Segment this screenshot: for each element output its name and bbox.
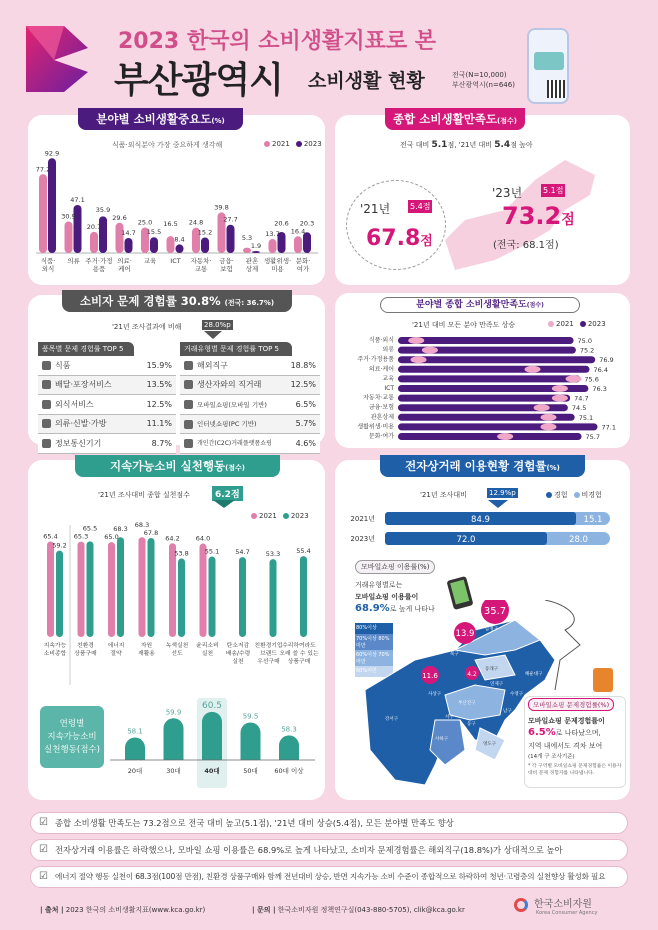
- category-label: 탄소저감 배송/수령 실천: [225, 643, 251, 665]
- summary-item: ☑ 전자상거래 이용률은 하락했으나, 모바일 쇼핑 이용률은 68.9%로 높게 나타났고, 소비자 문제경험률은 해외직구(18.8%)가 상대적으로 높아: [30, 839, 628, 861]
- data-label: 77.2: [35, 165, 51, 174]
- table-header: 거래유형별 문제 경험률 TOP 5: [180, 342, 292, 356]
- data-label: 64.0: [195, 534, 211, 543]
- mobile-usage-tag: 모바일쇼핑 이용률(%): [355, 560, 435, 574]
- data-label: 14.7: [121, 229, 136, 238]
- bar-2023: [201, 237, 209, 253]
- mobile-problem-text-1: 모바일쇼핑 문제경험률이: [528, 717, 605, 725]
- handshake-icon: [184, 380, 193, 389]
- category-label: 50대: [243, 767, 258, 775]
- data-label: 60.5: [201, 700, 223, 711]
- footer-source: | 출처 | 2023 한국의 소비생활지표(www.kca.go.kr): [40, 906, 206, 914]
- category-label: 주거·가정 용품: [85, 257, 113, 273]
- map-pin-geumjeong: [481, 600, 509, 624]
- importance-chart: [28, 150, 325, 285]
- marker-2021: [552, 385, 568, 392]
- bar-2023: [398, 356, 595, 363]
- category-label: 40대: [204, 767, 220, 775]
- data-label: 75.7: [585, 433, 601, 441]
- category-label: 문화·여가: [368, 433, 394, 440]
- data-label: 16.4: [290, 227, 306, 236]
- ecommerce-note: '21년 조사대비: [420, 491, 467, 499]
- arrow-down-icon: [213, 500, 235, 508]
- data-label: 77.1: [601, 423, 616, 432]
- data-label: 68.3: [113, 525, 128, 534]
- data-label: 53.8: [174, 549, 189, 558]
- mobile-problem-tag: 모바일쇼핑 문제경험률(%): [528, 698, 614, 711]
- category-label: 생활위생· 미용: [263, 257, 292, 273]
- y21-label: '21년: [360, 202, 391, 216]
- bar-2023: [227, 225, 235, 253]
- category-label: 자원 재활용: [138, 643, 155, 657]
- phone-icon: [42, 439, 51, 448]
- data-label: 65.4: [43, 532, 58, 541]
- district-label: 북구: [450, 652, 459, 657]
- arrow-down-icon: [204, 331, 222, 339]
- category-label: 30대: [166, 767, 181, 775]
- data-label: 53.3: [265, 550, 281, 559]
- data-label: 20.6: [274, 219, 289, 228]
- district-label: 해운대구: [525, 672, 543, 677]
- mobile-problem-text-2: 6.5%로 나타났으며,: [528, 727, 601, 738]
- data-label: 76.9: [599, 356, 614, 365]
- data-label: 59.2: [52, 541, 67, 550]
- overall-note: 전국 대비 5.1점, '21년 대비 5.4점 높아: [400, 140, 533, 150]
- globe-icon: [184, 361, 193, 370]
- bar-2021: [39, 174, 47, 253]
- mobile-text-1: 거래유형별로는: [355, 581, 403, 589]
- category-label: 친환경 상품구매: [74, 643, 97, 657]
- importance-note: 식품·외식분야 가장 중요하게 생각해: [112, 141, 223, 149]
- data-label: 8.4: [174, 235, 185, 244]
- problem-note: '21년 조사결과에 비해: [112, 323, 182, 331]
- category-label: 자동차· 교통: [190, 257, 212, 273]
- district-label: 동래구: [485, 667, 499, 672]
- header-subtitle: 2023 한국의 소비생활지표로 본: [118, 29, 436, 54]
- bar-2023: [303, 232, 311, 253]
- district-label: 연제구: [490, 682, 504, 687]
- marker-2021: [411, 356, 427, 363]
- data-label: 16.5: [163, 220, 178, 229]
- sustain-title: 지속가능소비 실천행동(점수): [75, 455, 280, 477]
- table-row: 모바일쇼핑(모바일 기반) 6.5%: [180, 395, 320, 415]
- data-label: 59.5: [242, 712, 259, 721]
- table-row: 외식서비스 12.5%: [38, 395, 176, 415]
- category-label: 에너지 절약: [107, 643, 125, 657]
- bar-2023: [176, 244, 184, 253]
- category-label: 녹색실천 선도: [165, 643, 189, 657]
- table-row: 인터넷쇼핑(PC 기반) 5.7%: [180, 415, 320, 435]
- marker-2021: [540, 423, 556, 430]
- data-label: 59.9: [165, 708, 182, 717]
- category-label: 관혼 상제: [245, 257, 259, 273]
- map-legend-item: 70%이상 80%미만: [355, 634, 393, 650]
- importance-legend: 2021 2023: [258, 140, 322, 148]
- category-label: 의료· 케어: [117, 257, 132, 273]
- delivery-icon: [42, 380, 51, 389]
- marker-2021: [540, 414, 556, 421]
- data-label: 76.4: [593, 365, 609, 374]
- data-label: 30.9: [61, 212, 76, 221]
- problem-title: 소비자 문제 경험률 30.8% (전국: 36.7%): [62, 290, 292, 312]
- category-label: 식품· 외식: [40, 257, 56, 273]
- bar-2023: [300, 556, 307, 637]
- data-label: 15.5: [146, 228, 162, 237]
- bar-2021: [78, 542, 85, 637]
- data-label: 15.1: [583, 515, 603, 525]
- bar-2023: [125, 238, 133, 253]
- data-label: 29.6: [112, 213, 127, 222]
- y23-change-badge: 5.1점: [543, 186, 564, 195]
- bar-2023: [398, 366, 590, 373]
- table-row: 식품 15.9%: [38, 356, 176, 376]
- bar-2023: [56, 551, 63, 637]
- data-label: 65.0: [104, 533, 119, 542]
- satisfaction-title: 분야별 종합 소비생활만족도(점수): [380, 297, 580, 313]
- importance-title: 분야별 소비생활중요도(%): [78, 108, 243, 130]
- satisfaction-chart: [335, 332, 630, 444]
- y21-value: 67.8점: [366, 226, 433, 251]
- bar-2023: [87, 541, 94, 637]
- map-legend-item: 80%이상: [355, 623, 393, 634]
- mobile-problem-footnote: * 각 구역별 모바일쇼핑 문제경험률은 이용자 대비 문제 경험자를 나타냅니다.: [528, 764, 622, 776]
- data-label: 15.2: [197, 228, 213, 237]
- kca-logo-icon: [24, 24, 92, 94]
- bar-2023: [398, 395, 570, 402]
- category-label: 금융· 보험: [219, 257, 234, 273]
- district-label: 영도구: [483, 742, 497, 747]
- marker-2021: [497, 433, 513, 440]
- table-header: 품목별 문제 경험률 TOP 5: [38, 342, 134, 356]
- data-label: 68.3: [134, 521, 150, 530]
- satisfaction-legend: 2021 2023: [542, 320, 606, 328]
- qr-code-icon: [547, 80, 565, 98]
- age-chart: [110, 690, 320, 790]
- bar-2023: [398, 337, 574, 344]
- monitor-icon: [184, 420, 193, 429]
- satisfaction-note: '21년 대비 모든 분야 만족도 상승: [412, 321, 516, 329]
- category-label: 의류: [67, 257, 80, 265]
- data-label: 84.9: [471, 515, 490, 525]
- data-label: 75.0: [577, 337, 593, 345]
- table-row: 해외직구 18.8%: [180, 356, 320, 376]
- y23-label: '23년: [492, 186, 523, 200]
- bar-2021: [90, 232, 98, 253]
- age-bar-base: [125, 748, 145, 760]
- data-label: 20.3: [299, 219, 315, 228]
- header-title: 부산광역시: [114, 60, 283, 101]
- data-label: 1.9: [250, 242, 262, 251]
- data-label: 25.0: [137, 218, 153, 227]
- age-bar-base: [164, 728, 184, 760]
- shirt-icon: [42, 419, 51, 428]
- bar-2023: [178, 558, 185, 637]
- marker-2021: [408, 337, 424, 344]
- national-score: (전국: 68.1점): [493, 240, 559, 251]
- data-label: 92.9: [44, 150, 60, 158]
- y21-change-badge: 5.4점: [410, 202, 431, 211]
- map-legend-item: 60%이상 70%미만: [355, 650, 393, 666]
- data-label: 24.8: [188, 218, 204, 227]
- district-label: 부산진구: [458, 701, 476, 706]
- phone-illustration-icon: [527, 28, 569, 104]
- footer-org-en: Korea Consumer Agency: [536, 910, 598, 916]
- map-pin-sasang: [421, 666, 439, 684]
- category-label: 20대: [127, 767, 143, 775]
- data-label: 65.3: [73, 532, 89, 541]
- data-label: 55.4: [296, 547, 311, 556]
- sustain-note: '21년 조사대비 종합 실천점수: [98, 491, 190, 499]
- marker-2021: [566, 375, 582, 382]
- table-row: 의류·신발·가방 11.1%: [38, 415, 176, 435]
- age-bar-base: [202, 722, 222, 760]
- category-label: 금융·보험: [368, 404, 394, 412]
- data-label: 67.8: [143, 529, 159, 538]
- data-label: 27.7: [223, 215, 238, 224]
- ecommerce-title: 전자상거래 이용현황 경험률(%): [380, 455, 585, 477]
- marker-2021: [525, 366, 541, 373]
- category-label: 60대 이상: [274, 767, 304, 775]
- bar-2021: [65, 221, 73, 253]
- summary-item: ☑ 종합 소비생활 만족도는 73.2점으로 전국 대비 높고(5.1점), '21년 대비 상승(5.4점), 모든 분야별 만족도 향상: [30, 812, 628, 834]
- category-label: 수리하여라도 오래 쓸 수 있는 상품구매: [279, 643, 319, 665]
- category-label: 친환경기업 브랜드 우선구매: [254, 643, 283, 665]
- mobile-problem-text-4: (14개 구 조사기준): [528, 754, 575, 760]
- bar-2023: [148, 538, 155, 637]
- category-label: 생활위생·미용: [357, 423, 394, 431]
- map-pin-busanjin: [465, 666, 479, 680]
- category-label: ICT: [170, 257, 181, 265]
- check-icon: ☑: [39, 817, 48, 828]
- data-label: 39.8: [214, 203, 229, 212]
- category-label: 자동차·교통: [363, 394, 394, 402]
- data-label: 75.2: [579, 346, 595, 355]
- table-row: 배달·포장서비스 13.5%: [38, 376, 176, 396]
- bar-2021: [47, 542, 54, 637]
- bar-2021: [139, 537, 146, 637]
- data-label: 47.1: [70, 195, 85, 204]
- bar-2021: [116, 223, 124, 253]
- bar-2021: [200, 544, 207, 637]
- svg-text:35.7: 35.7: [483, 606, 507, 617]
- svg-text:11.6: 11.6: [422, 672, 438, 680]
- district-label: 남구: [503, 709, 512, 714]
- data-label: 74.5: [571, 404, 587, 413]
- ecommerce-legend: 경험 비경험: [540, 490, 602, 500]
- overall-title: 종합 소비생활만족도(점수): [385, 108, 525, 130]
- data-label: 76.3: [592, 385, 607, 393]
- marker-2021: [534, 404, 550, 411]
- mobile-text-3: 68.9%로 높게 나타나: [355, 603, 435, 614]
- category-label: 윤리소비 실천: [196, 643, 219, 657]
- district-label: 강서구: [385, 717, 399, 722]
- data-label: 75.1: [578, 413, 594, 422]
- summary-item: ☑ 에너지 절약 행동 실천이 68.3점(100점 만점), 친환경 상품구매와 함께 전년대비 상승, 반면 지속가능 소비 수준이 종합적으로 하락하여 청년·고령층의 실천향상 활성화 필요: [30, 866, 628, 888]
- svg-text:13.9: 13.9: [455, 629, 475, 639]
- marker-2021: [552, 395, 568, 402]
- category-label: 교육: [382, 375, 394, 383]
- data-label: 55.1: [204, 547, 220, 556]
- problem-transactions-table: [180, 342, 320, 454]
- dining-icon: [42, 400, 51, 409]
- bar-2023: [117, 537, 124, 637]
- footer-org: 한국소비자원: [534, 899, 592, 910]
- header-title-sub: 소비생활 현황: [308, 70, 425, 92]
- ecommerce-chart: [335, 508, 630, 553]
- food-icon: [42, 361, 51, 370]
- district-label: 서구: [445, 715, 454, 720]
- category-label: 2023년: [350, 535, 375, 543]
- bar-2023: [150, 237, 158, 253]
- arrow-down-icon: [488, 500, 508, 508]
- age-chart-title: 연령별 지속가능소비 실천행동(점수): [40, 706, 104, 768]
- check-icon: ☑: [39, 871, 48, 882]
- bar-2023: [270, 559, 277, 637]
- bar-2023: [209, 557, 216, 637]
- category-label: 2021년: [350, 515, 375, 523]
- bar-2023: [252, 251, 260, 253]
- bar-2021: [269, 239, 277, 253]
- data-label: 54.7: [235, 548, 250, 557]
- y23-value: 73.2점: [502, 202, 575, 230]
- bar-2023: [99, 216, 107, 253]
- y21-circle: [346, 180, 446, 270]
- category-label: 문화· 여가: [295, 257, 311, 273]
- data-label: 65.5: [82, 524, 98, 533]
- district-label: 금정구: [485, 627, 499, 632]
- age-bar-base: [279, 745, 299, 760]
- footer-contact: | 문의 | 한국소비자원 정책연구실(043-880-5705), clik@kca.go.kr: [252, 906, 465, 914]
- table-row: 생산자와의 직거래 12.5%: [180, 376, 320, 396]
- data-label: 5.3: [241, 234, 253, 243]
- bar-2023: [398, 433, 582, 440]
- ecommerce-change-badge: 12.9%p: [489, 489, 516, 497]
- marker-2021: [422, 347, 438, 354]
- data-label: 58.1: [127, 727, 143, 736]
- category-label: 교육: [143, 257, 157, 265]
- bar-2021: [294, 236, 302, 253]
- mobile-problem-text-3: 지역 내에서도 격차 보여: [528, 742, 603, 750]
- kca-logo-icon: [514, 898, 528, 912]
- table-row: 개인간(C2C)거래플랫폼쇼핑 4.6%: [180, 434, 320, 454]
- data-label: 28.0: [569, 535, 588, 545]
- category-label: 의료·케어: [368, 365, 394, 373]
- age-bar-base: [241, 733, 261, 760]
- category-label: 주거·가정용품: [357, 356, 394, 364]
- category-label: 의류: [382, 346, 394, 354]
- data-label: 75.6: [584, 375, 599, 384]
- data-label: 35.9: [95, 205, 111, 214]
- problem-change-badge: 28.0%p: [204, 321, 231, 329]
- sample-busan: 부산광역시(n=646): [452, 81, 515, 89]
- bar-2021: [243, 248, 251, 253]
- data-label: 72.0: [456, 535, 476, 545]
- shopping-bag-icon: [593, 668, 613, 692]
- table-row: 정보통신기기 8.7%: [38, 434, 176, 454]
- check-icon: ☑: [39, 844, 48, 855]
- bar-2023: [398, 423, 598, 430]
- category-label: 관혼상제: [370, 413, 394, 421]
- data-label: 64.2: [165, 534, 180, 543]
- bar-2023: [239, 557, 246, 637]
- category-label: 지속가능 소비종합: [43, 643, 67, 657]
- mobile-icon: [184, 400, 193, 409]
- c2c-icon: [184, 439, 193, 448]
- bar-2021: [167, 236, 175, 253]
- map-pin-buk: [454, 622, 476, 644]
- district-label: 사하구: [435, 737, 449, 742]
- problem-items-table: [38, 342, 176, 454]
- data-label: 13.7: [265, 230, 280, 239]
- sustain-change-badge: 6.2점: [212, 486, 243, 501]
- data-label: 74.7: [574, 394, 589, 403]
- bar-2021: [108, 542, 115, 637]
- category-label: ICT: [384, 385, 394, 392]
- svg-text:4.2: 4.2: [467, 671, 477, 678]
- mobile-text-2: 모바일쇼핑 이용률이: [355, 593, 419, 601]
- data-label: 20.7: [86, 222, 102, 231]
- sample-national: 전국(N=10,000): [452, 71, 507, 79]
- data-label: 58.3: [281, 725, 297, 734]
- district-label: 수영구: [510, 692, 524, 697]
- sustain-legend: 2021 2023: [245, 512, 309, 520]
- bar-2023: [398, 375, 580, 382]
- district-label: 동구: [467, 722, 476, 727]
- district-label: 사상구: [428, 692, 442, 697]
- map-legend-item: 60%미만: [355, 666, 393, 677]
- category-label: 식품·외식: [368, 337, 394, 344]
